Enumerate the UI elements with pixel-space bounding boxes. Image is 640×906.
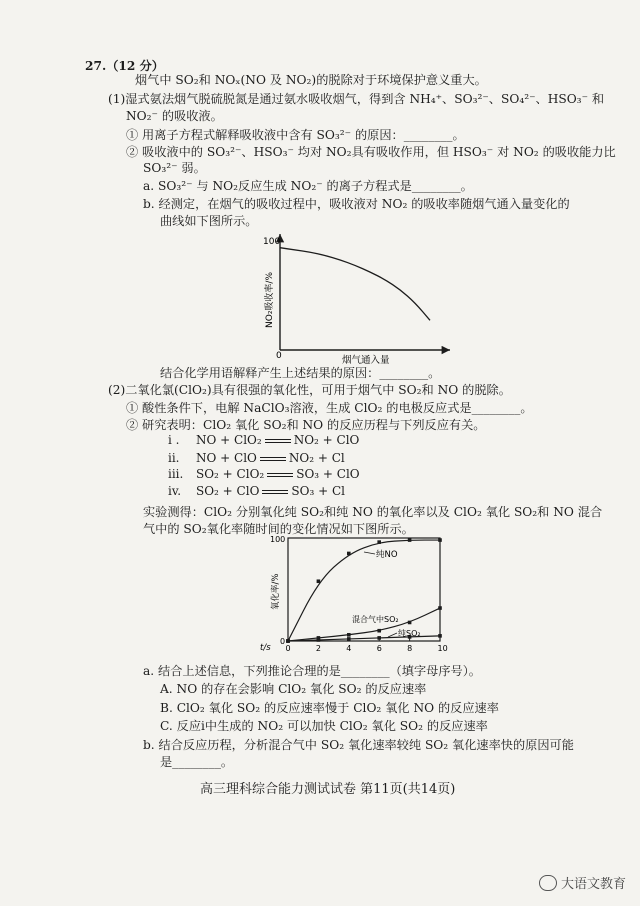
part2-q1: ① 酸性条件下，电解 NaClO₃溶液，生成 ClO₂ 的电极反应式是________。 [126, 401, 533, 415]
x-tick-label: 8 [407, 644, 413, 653]
part1-b-after: 结合化学用语解释产生上述结果的原因：________。 [160, 366, 441, 380]
data-point [347, 633, 351, 637]
part1-line1: (1)湿式氨法烟气脱硫脱氮是通过氨水吸收烟气，得到含 NH₄⁺、SO₃²⁻、SO₄²⁻、HSO₃⁻ 和 [108, 92, 605, 106]
y-tick-100: 100 [270, 535, 286, 544]
y-axis-label: NO₂吸收率/% [265, 271, 275, 328]
data-point [408, 621, 412, 625]
part2-q2: ② 研究表明：ClO₂ 氧化 SO₂和 NO 的反应历程与下列反应有关。 [126, 418, 486, 432]
series-line-0 [288, 540, 440, 641]
reaction-i: i . NO + ClO₂ NO₂ + ClO [168, 433, 360, 447]
part1-q2-line1: ② 吸收液中的 SO₃²⁻、HSO₃⁻ 均对 NO₂具有吸收作用，但 HSO₃⁻ 对 NO₂ 的吸收能力比 [126, 145, 616, 159]
pointer-pure-so2 [388, 633, 397, 637]
experiment-line2: 气中的 SO₂氧化率随时间的变化情况如下图所示。 [143, 522, 414, 536]
page-footer: 高三理科综合能力测试试卷 第11页(共14页) [200, 782, 456, 797]
part1-b-line2: 曲线如下图所示。 [160, 214, 258, 228]
x-tick-label: 4 [346, 644, 352, 653]
data-point [347, 552, 351, 556]
data-point [377, 629, 381, 633]
absorption-chart [250, 228, 460, 368]
watermark [539, 873, 626, 892]
part1-q2-line2: SO₃²⁻ 弱。 [143, 161, 206, 175]
part1-b-line1: b. 经测定，在烟气的吸收过程中，吸收液对 NO₂ 的吸收率随烟气通入量变化的 [143, 197, 570, 211]
data-point [317, 579, 321, 583]
data-point [408, 538, 412, 542]
x-tick-label: 2 [315, 644, 321, 653]
x-axis-label: 烟气通入量 [342, 355, 390, 366]
absorption-curve [280, 248, 430, 321]
data-point [377, 540, 381, 544]
option-c: C. 反应ⅰ中生成的 NO₂ 可以加快 ClO₂ 氧化 SO₂ 的反应速率 [160, 719, 488, 733]
part1-a: a. SO₃²⁻ 与 NO₂反应生成 NO₂⁻ 的离子方程式是________。 [143, 179, 473, 193]
reaction-ii: ii. NO + ClO NO₂ + Cl [168, 451, 345, 465]
oxidation-chart [250, 530, 470, 665]
x-tick-label: 0 [285, 644, 291, 653]
question-a: a. 结合上述信息，下列推论合理的是________（填字母序号）。 [143, 664, 481, 678]
reaction-iii: iii. SO₂ + ClO₂ SO₃ + ClO [168, 467, 360, 481]
y-axis-label: 氧化率/% [271, 573, 281, 610]
data-point [438, 606, 442, 610]
part1-line2: NO₂⁻ 的吸收液。 [126, 109, 223, 123]
question-b-line2: 是________。 [160, 755, 234, 769]
label-mixed-so2: 混合气中SO₂ [352, 615, 399, 624]
data-point [377, 636, 381, 640]
x-tick-label: 6 [376, 644, 382, 653]
y-tick-0: 0 [280, 637, 286, 646]
data-point [438, 538, 442, 542]
pointer-pure-no [364, 552, 375, 554]
reaction-iv: iv. SO₂ + ClO SO₃ + Cl [168, 484, 345, 498]
part1-q1: ① 用离子方程式解释吸收液中含有 SO₃²⁻ 的原因：________。 [126, 128, 465, 142]
data-point [286, 639, 290, 643]
part2-line1: (2)二氧化氯(ClO₂)具有很强的氧化性，可用于烟气中 SO₂和 NO 的脱除。 [108, 383, 511, 397]
label-pure-no: 纯NO [376, 550, 398, 560]
question-b-line1: b. 结合反应历程，分析混合气中 SO₂ 氧化速率较纯 SO₂ 氧化速率快的原因可能 [143, 738, 574, 752]
origin-label: 0 [276, 351, 282, 361]
intro-line: 烟气中 SO₂和 NOₓ(NO 及 NO₂)的脱除对于环境保护意义重大。 [135, 73, 487, 87]
experiment-line1: 实验测得：ClO₂ 分别氧化纯 SO₂和纯 NO 的氧化率以及 ClO₂ 氧化 SO₂和 NO 混合 [143, 505, 603, 519]
x-axis-label: t/s [260, 643, 271, 653]
label-pure-so2: 纯SO₂ [398, 629, 421, 638]
y-tick-100: 100 [263, 237, 281, 247]
watermark-text: 大语文教育 [560, 877, 626, 892]
option-a: A. NO 的存在会影响 ClO₂ 氧化 SO₂ 的反应速率 [160, 682, 427, 696]
x-tick-label: 10 [437, 644, 448, 653]
plot-frame [288, 538, 440, 641]
data-point [317, 638, 321, 642]
data-point [347, 637, 351, 641]
q-number: 27. [85, 59, 107, 73]
q-points: （12 分） [106, 59, 164, 73]
data-point [438, 634, 442, 638]
wechat-icon [539, 875, 557, 891]
option-b: B. ClO₂ 氧化 SO₂ 的反应速率慢于 ClO₂ 氧化 NO 的反应速率 [160, 701, 499, 715]
